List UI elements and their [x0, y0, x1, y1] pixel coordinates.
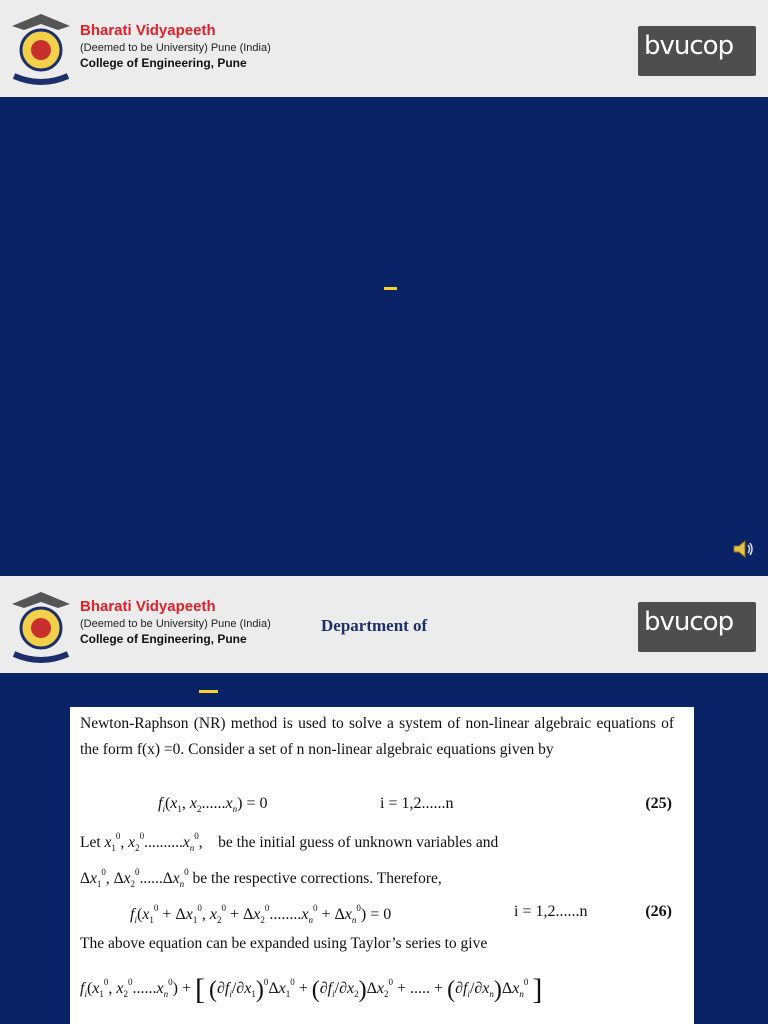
speaker-icon[interactable]: [732, 537, 756, 561]
equation-26-number: (26): [645, 903, 672, 920]
title-dash-1: [384, 287, 397, 290]
equation-25-index: i = 1,2......n: [380, 795, 454, 812]
header-top: [0, 0, 768, 97]
corrections-text: be the respective corrections. Therefore,: [192, 870, 442, 887]
badge-text-2: bvucop: [644, 607, 734, 637]
college-name: College of Engineering, Pune: [80, 56, 247, 70]
department-title: Department of: [321, 616, 428, 635]
equation-25: $f_i(x_1$, $x_2......x_n) = 0$: [158, 795, 268, 814]
corrections-line: $\Delta x_1^0$, $\Delta x_2^0......\Delta x_n^0$ be the respective corrections. Therefore,: [80, 867, 442, 889]
document-page: [70, 707, 694, 1024]
university-logo-2: [8, 586, 74, 670]
org-block: [80, 22, 271, 70]
title-dash-2: [199, 690, 218, 693]
slide-1: [0, 97, 768, 576]
equation-26-index: i = 1,2......n: [514, 903, 588, 920]
org-sub: (Deemed to be University) Pune (India): [80, 42, 271, 54]
college-name-2: College of Engineering, Pune: [80, 632, 247, 646]
let-line: Let $x_1^0$, $x_2^0..........x_n^0$, be the initial guess of unknown variables and: [80, 831, 499, 853]
badge-text: bvucop: [644, 31, 734, 61]
org-name-2: Bharati Vidyapeeth: [80, 598, 216, 615]
org-sub-2: (Deemed to be University) Pune (India): [80, 618, 271, 630]
intro-paragraph: Newton-Raphson (NR) method is used to solve a system of non-linear algebraic equations of the form f(x) =0. Consider a set of n non-linear algebraic equations given by: [80, 715, 674, 758]
let-line-words: be the initial guess of unknown variables and: [218, 834, 499, 851]
bvucop-badge: [638, 26, 756, 76]
university-logo: [8, 8, 74, 92]
bvucop-badge-2: [638, 602, 756, 652]
equation-25-number: (25): [645, 795, 672, 812]
org-block-2: [80, 598, 271, 646]
taylor-text: The above equation can be expanded using Taylor’s series to give: [80, 935, 488, 952]
taylor-expansion: $f_i(x_1^0$, $x_2^0......x_n^0$) + [ $(\partial f_i/\partial x_1)^0\Delta x_1^0 + (\partial f_i/\partial x_2)\Delta x_2^0$ + ..... + $(\partial f_i/\partial x_n)\Delta x_n^0$ ]: [80, 973, 543, 1006]
equation-26: $f_i(x_1^0 + \Delta x_1^0$, $x_2^0 + \Delta x_2^0........x_n^0 + \Delta x_n^0) = 0$: [130, 903, 392, 925]
org-name: Bharati Vidyapeeth: [80, 22, 216, 39]
let-word: Let: [80, 834, 101, 851]
